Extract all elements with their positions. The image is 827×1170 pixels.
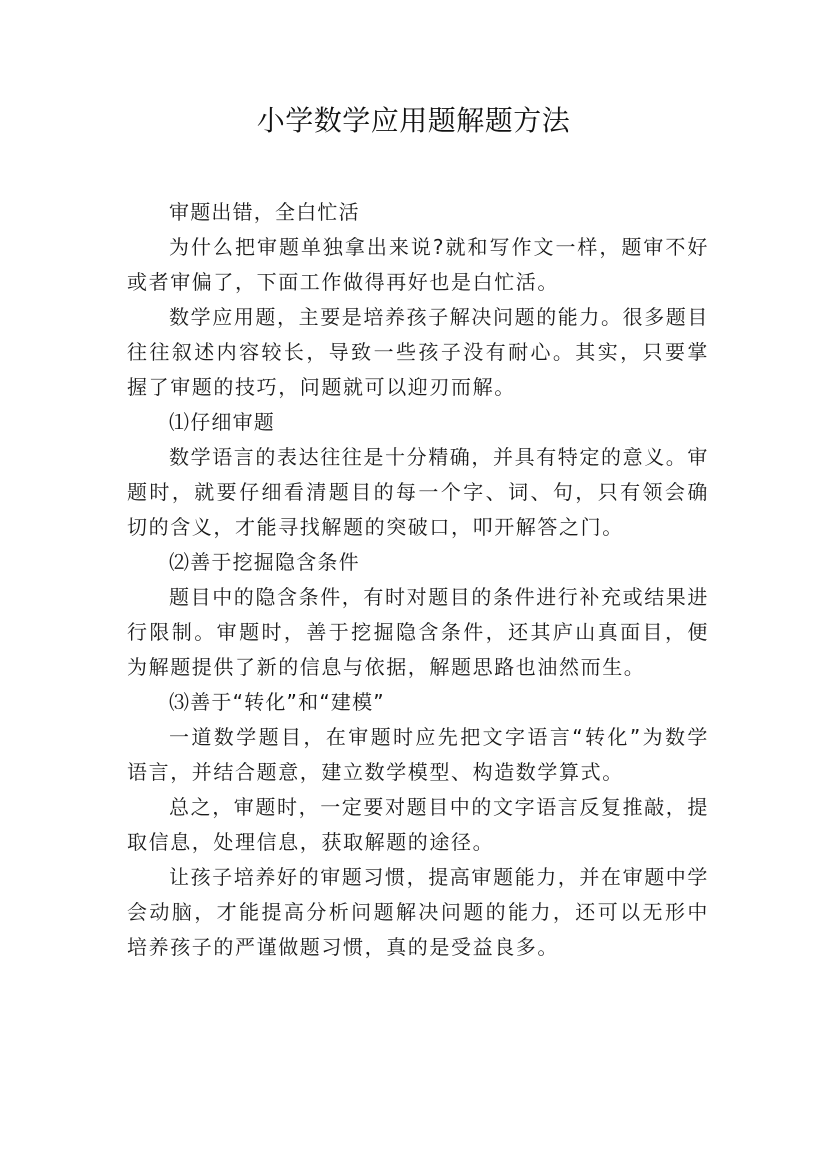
paragraph: 数学语言的表达往往是十分精确，并具有特定的意义。审题时，就要仔细看清题目的每一个字、词、句，只有领会确切的含义，才能寻找解题的突破口，叩开解答之门。 — [127, 445, 709, 539]
paragraph: 题目中的隐含条件，有时对题目的条件进行补充或结果进行限制。审题时，善于挖掘隐含条件，还其庐山真面目，便为解题提供了新的信息与依据，解题思路也油然而生。 — [127, 585, 709, 679]
subheading: ⑴仔细审题 — [169, 410, 275, 434]
document-title: 小学数学应用题解题方法 — [256, 104, 571, 137]
paragraph: 数学应用题，主要是培养孩子解决问题的能力。很多题目往往叙述内容较长，导致一些孩子没有耐心。其实，只要掌握了审题的技巧，问题就可以迎刃而解。 — [127, 305, 709, 399]
paragraph: 一道数学题目，在审题时应先把文字语言“转化”为数学语言，并结合题意，建立数学模型、构造数学算式。 — [127, 725, 709, 784]
subheading: ⑶善于“转化”和“建模” — [169, 690, 385, 714]
subheading: ⑵善于挖掘隐含条件 — [169, 550, 360, 574]
document-body — [127, 195, 709, 965]
section-heading: 审题出错，全白忙活 — [169, 200, 360, 224]
paragraph: 总之，审题时，一定要对题目中的文字语言反复推敲，提取信息，处理信息，获取解题的途径。 — [127, 795, 709, 854]
paragraph: 为什么把审题单独拿出来说?就和写作文一样，题审不好或者审偏了，下面工作做得再好也是白忙活。 — [127, 235, 709, 294]
paragraph: 让孩子培养好的审题习惯，提高审题能力，并在审题中学会动脑，才能提高分析问题解决问题的能力，还可以无形中培养孩子的严谨做题习惯，真的是受益良多。 — [127, 865, 709, 959]
